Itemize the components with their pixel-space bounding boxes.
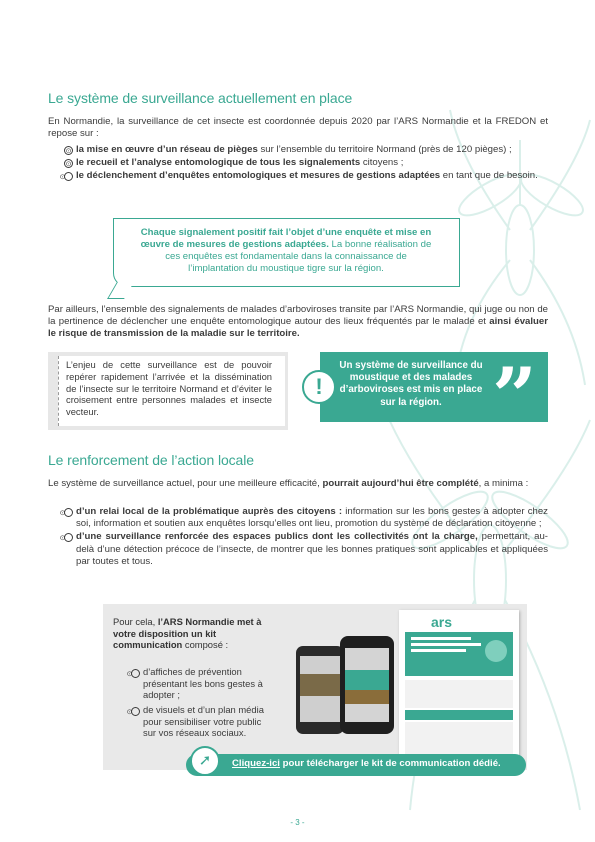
list-item: ⊙ la mise en œuvre d’un réseau de pièges sur l’ensemble du territoire Normand (près de 120 pièges) ; xyxy=(65,144,512,155)
circle-bullet-icon: ⊙ xyxy=(131,707,140,716)
section-title-renforcement: Le renforcement de l’action locale xyxy=(48,452,254,468)
list-item: ⊙ d’une surveillance renforcée des espaces publics dont les collectivités ont la charge, permettant, au-delà d’une détection précoce de l’insecte, de montrer que les bonnes pratiques sont applicables et appliquées par toutes et tous. xyxy=(59,531,548,567)
phone-screen xyxy=(300,656,340,722)
page-number: - 3 - xyxy=(290,818,305,827)
intro-renforcement: Le système de surveillance actuel, pour une meilleure efficacité, pourrait aujourd’hui être complété, a minima : xyxy=(48,478,529,489)
callout-tail xyxy=(107,282,134,299)
list-item: ⊙ le déclenchement d’enquêtes entomologiques et mesures de gestions adaptées en tant que de besoin. xyxy=(59,170,538,182)
circle-bullet-icon: ⊙ xyxy=(64,508,73,517)
phone-screen xyxy=(345,648,389,722)
circle-bullet-icon: ⊙ xyxy=(64,533,73,542)
callout-text: Chaque signalement positif fait l’objet d’une enquête et mise en œuvre de mesures de gestions adaptées. La bonne réalisation de ces enquêtes est fondamentale dans la connaissance de l’implantation du moustique tigre sur la région. xyxy=(140,227,432,274)
paragraph-signalements: Par ailleurs, l’ensemble des signalements de malades d’arboviroses transite par l’ARS Normandie, qui juge ou non de la pertinence de déclencher une enquête entomologique autour des lieux fréquentés par le malade et ainsi évaluer le risque de transmission de la maladie sur le territoire. xyxy=(48,304,548,340)
circle-bullet-icon: ⊙ xyxy=(131,669,140,678)
download-link-text: Cliquez-ici pour télécharger le kit de communication dédié. xyxy=(232,758,501,769)
poster-logo: ars xyxy=(431,614,453,630)
phone-image-2 xyxy=(340,636,394,734)
list-item: ⊙ de visuels et d’un plan média pour sensibiliser votre public sur vos réseaux sociaux. xyxy=(126,703,264,739)
exclamation-icon: ! xyxy=(302,370,336,404)
poster-body xyxy=(405,680,513,708)
section-title-surveillance: Le système de surveillance actuellement en place xyxy=(48,90,353,106)
intro-paragraph: En Normandie, la surveillance de cet insecte est coordonnée depuis 2020 par l’ARS Normandie et la FREDON et repose sur : xyxy=(48,116,548,140)
phone-screen-banner xyxy=(345,670,389,690)
list-item: ⊙ d’un relai local de la problématique auprès des citoyens : information sur les bons gestes à adopter chez soi, information et soutien aux enquêtes lorsqu’elles ont lieu, promotion du système de déclaration citoyenne ; xyxy=(59,506,548,530)
phone-screen-image xyxy=(345,690,389,704)
kit-lead: Pour cela, l’ARS Normandie met à votre disposition un kit communication composé : xyxy=(113,616,262,651)
kit-items xyxy=(126,666,271,739)
circle-bullet-icon: ⊙ xyxy=(64,172,73,181)
circle-bullet-icon: ⊙ xyxy=(65,161,72,169)
cursor-click-icon: ➚ xyxy=(190,746,220,776)
quote-mark-icon: ” xyxy=(492,351,537,442)
phone-image-1 xyxy=(296,646,344,734)
list-item: ⊙ d’affiches de prévention présentant les bons gestes à adopter ; xyxy=(126,666,263,701)
bullet-list-renforcement xyxy=(59,506,548,568)
download-link[interactable]: Cliquez-ici xyxy=(232,758,280,769)
poster-header xyxy=(405,632,513,676)
poster-image xyxy=(399,610,519,758)
circle-bullet-icon: ⊙ xyxy=(65,148,72,155)
bullet-list-surveillance xyxy=(59,144,548,183)
poster-footer xyxy=(405,722,513,754)
phone-screen-image xyxy=(300,674,340,696)
enjeu-text: L’enjeu de cette surveillance est de pouvoir repérer rapidement l’arrivée et la dissémination de l’insecte sur le territoire Normand et d’éviter le croisement entre personnes malades et insecte vecteur. xyxy=(66,359,272,418)
list-item: ⊙ le recueil et l’analyse entomologique de tous les signalements citoyens ; xyxy=(65,157,404,169)
highlight-text: Un système de surveillance du moustique et des malades d’arboviroses est mis en place sur la région. xyxy=(339,360,483,408)
poster-band xyxy=(405,710,513,720)
